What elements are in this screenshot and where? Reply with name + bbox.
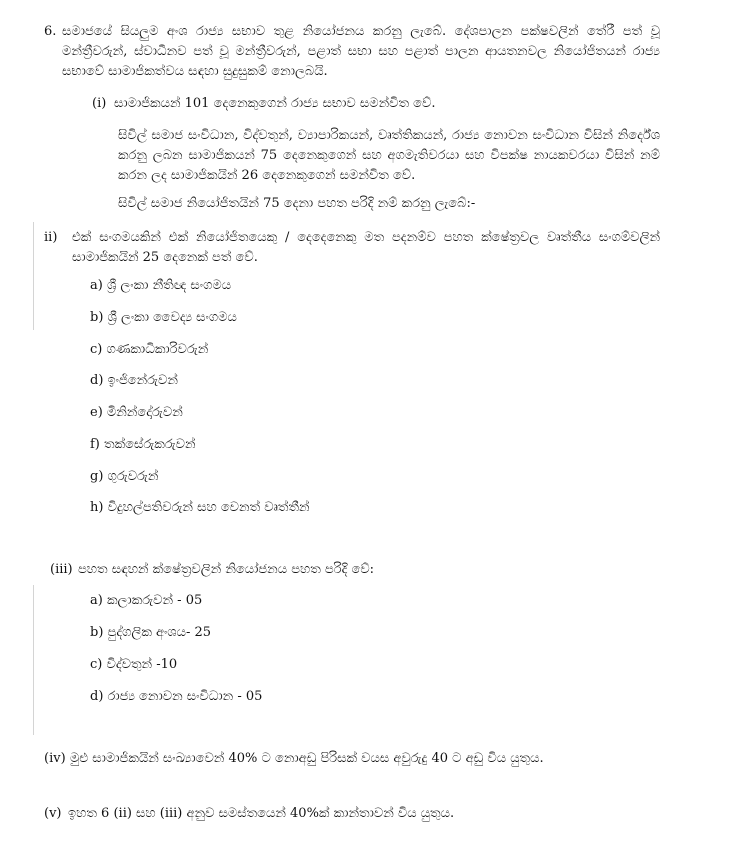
list-item: b) ශ්‍රී ලංකා වෛද්‍ය සංගමය [90,310,237,325]
section-6-paragraph: සමාජයේ සියලුම අංශ රාජ්‍ය සභාව තුළ නියෝජනය කරනු ලැබේ. දේශපාලන පක්ෂවලින් තේරී පත් වූ මන්ත්‍රීවරුන්, ස්වාධීනව පත් වූ මන්ත්‍රීවරුන්, පළාත් සභා සහ පළාත් පාලන ආයතනවල නියෝජිතයන් රාජ්‍ය සභාවේ සාමාජිකත්වය සඳහා සුදුසුකම් නොලබයි. [62,24,660,79]
part-v-statement: ඉහත 6 (ii) සහ (iii) අනුව සමස්තයෙන් 40%ක් කාන්තාවන් විය යුතුය. [68,806,455,821]
part-v-label: (v) [44,806,62,821]
part-ii-label: ii) [44,230,58,245]
list-item: c) විද්වතුන් -10 [90,657,178,672]
part-i-statement: සාමාජිකයන් 101 දෙනෙකුගෙන් රාජ්‍ය සභාව සමන්විත වේ. [114,96,436,111]
part-ii-paragraph: එක් සංගමයකින් එක් නියෝජිතයෙකු / දෙදෙනෙකු මත පදනම්ව පහත ක්ෂේත්‍රවල වෘත්තීය සංගම්වලින් සාමාජිකයින් 25 දෙනෙක් පත් වේ. [72,230,660,265]
part-iii-statement: පහත සඳහන් ක්ෂේත්‍රවලින් නියෝජනය පහත පරිදි වේ: [78,562,375,577]
list-item: d) රාජ්‍ය නොවන සංවිධාන - 05 [90,689,263,704]
list-item: e) මිනින්දෝරුවන් [90,405,183,420]
list-item: g) ගුරුවරුන් [90,469,159,484]
section-number: 6. [44,24,57,39]
list-item: d) ඉංජිනේරුවන් [90,373,178,388]
part-iv-statement: මුළු සාමාජිකයින් සංඛ්‍යාවෙන් 40% ට නොඅඩු පිරිසක් වයස අවුරුදු 40 ට අඩු විය යුතුය. [70,751,544,766]
part-iii-label: (iii) [50,562,73,577]
part-i-paragraph: සිවිල් සමාජ සංවිධාන, විද්වතුන්, ව්‍යාපාරිකයන්, වෘත්තිකයන්, රාජ්‍ය නොවන සංවිධාන විසින් නිර්දේශ කරනු ලබන සාමාජිකයන් 75 දෙනෙකුගෙන් සහ අගමැතිවරයා සහ විපක්ෂ නායකවරයා විසින් නම් කරන ලද සාමාජිකයින් 26 දෙනෙකුගෙන් සමන්විත වේ. [118,128,660,183]
margin-rule [33,222,34,330]
list-item: a) කලාකරුවන් - 05 [90,593,203,608]
part-i-note: සිවිල් සමාජ නියෝජිතයින් 75 දෙනා පහත පරිදි නම් කරනු ලැබේ:- [118,196,476,211]
list-item: a) ශ්‍රී ලංකා නීතිඥ සංගමය [90,278,232,293]
part-iv-label: (iv) [44,751,66,766]
list-item: b) පුද්ගලික අංශය- 25 [90,625,212,640]
list-item: h) විදුහල්පතිවරුන් සහ වෙනත් වෘත්තීන් [90,500,310,515]
list-item: f) තක්සේරුකරුවන් [90,437,196,452]
part-i-label: (i) [92,96,107,111]
margin-rule [33,585,34,735]
list-item: c) ගණකාධිකාරිවරුන් [90,342,209,357]
